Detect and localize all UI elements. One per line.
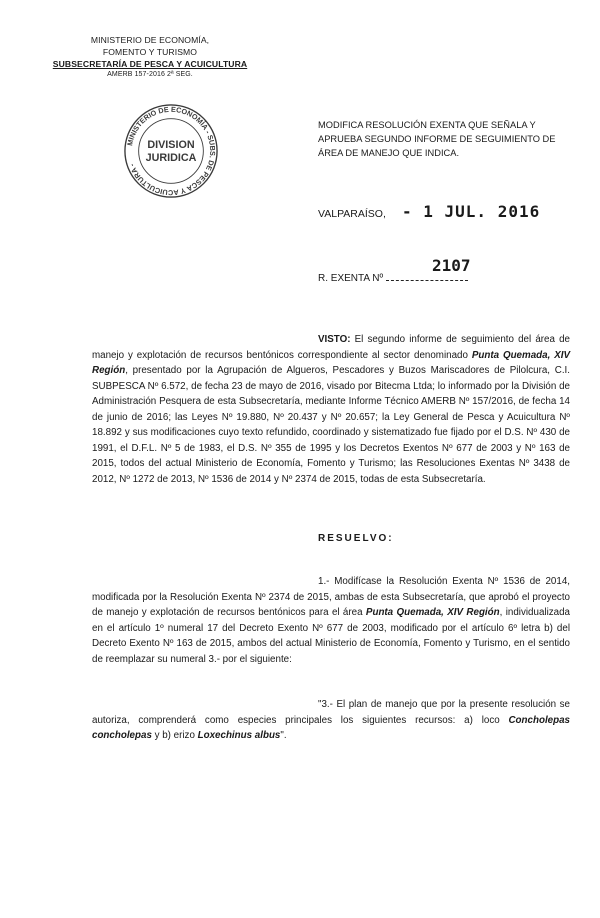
article-1-paragraph [92, 574, 570, 667]
numeral-3-text-1: "3.- El plan de manejo que por la presente resolución se autoriza, comprenderá como especies principales los siguientes recursos: a) loco [92, 699, 570, 726]
stamp-ring-text: MINISTERIO DE ECONOMÍA - SUBS. DE PESCA Y ACUICULTURA - [125, 104, 218, 198]
stamp-center-line-2: JURIDICA [145, 151, 197, 164]
numeral-3-paragraph [92, 697, 570, 744]
reference-code: AMERB 157-2016 2ª SEG. [107, 71, 193, 78]
visto-label: VISTO: [318, 334, 351, 345]
stamp-center-line-1: DIVISION [147, 139, 195, 152]
article-1-text-1: 1.- Modifícase la Resolución Exenta Nº 1536 de 2014, modificada por la Resolución Exenta Nº 2374 de 2015, ambas de esta Subsecretaría, que aprobó el proyecto de manejo y explotación de recursos bentónicos para el área [92, 576, 570, 618]
ministry-line-1: MINISTERIO DE ECONOMÍA, [90, 35, 210, 45]
article-1-area-name: Punta Quemada, XIV Región [365, 607, 500, 618]
subsecretaria-line: SUBSECRETARÍA DE PESCA Y ACUICULTURA [52, 59, 248, 69]
resolution-date: - 1 JUL. 2016 [402, 202, 541, 221]
resuelvo-heading: RESUELVO: [318, 533, 394, 544]
species-loco: Concholepas concholepas [92, 714, 570, 741]
visto-text-1: El segundo informe de seguimiento del área de manejo y explotación de recursos bentónicos correspondiente al sector denominado [92, 334, 570, 361]
resolution-subject: MODIFICA RESOLUCIÓN EXENTA QUE SEÑALA Y APRUEBA SEGUNDO INFORME DE SEGUIMIENTO DE ÁREA DE MANEJO QUE INDICA. [318, 120, 556, 158]
division-juridica-stamp [122, 102, 220, 200]
resolution-number: 2107 [432, 256, 471, 275]
numeral-3-text-2: y b) erizo [151, 730, 198, 741]
numeral-3-text-3: ". [280, 730, 287, 741]
ministry-line-2: FOMENTO Y TURISMO [102, 47, 198, 57]
visto-area-name: Punta Quemada, XIV Región [92, 349, 570, 376]
number-underline [386, 280, 468, 281]
visto-paragraph [92, 332, 570, 487]
exenta-label: R. EXENTA Nº [318, 273, 384, 284]
visto-text-2: , presentado por la Agrupación de Algueros, Pescadores y Buzos Mariscadores de Pilolcura, C.I. SUBPESCA Nº 6.572, de fecha 23 de mayo de 2016, visado por Bitecma Ltda; lo informado por la División de Administración Pesquera de esta Subsecretaría, mediante Informe Técnico AMERB Nº 157/2016, de fecha 14 de junio de 2016; las Leyes Nº 19.880, Nº 20.437 y Nº 20.657; la Ley General de Pesca y Acuicultura Nº 18.892 y sus modificaciones cuyo texto refundido, coordinado y sistematizado fue fijado por el D.S. Nº 430 de 1991, el D.F.L. Nº 5 de 1983, el D.S. Nº 355 de 1995 y los Decretos Exentos Nº 677 de 2003 y Nº 163 de 2015, todos del actual Ministerio de Economía, Fomento y Turismo; las Resoluciones Exentas Nº 3438 de 2012, Nº 1272 de 2013, Nº 1536 de 2014 y Nº 2374 de 2015, todas de esta Subsecretaría. [92, 365, 570, 485]
place: VALPARAÍSO, [318, 208, 386, 220]
exenta-label-row [318, 273, 468, 284]
article-1-text-2: , individualizada en el artículo 1º numeral 17 del Decreto Exento Nº 677 de 2003, modificado por el artículo 6º letra b) del Decreto Exento Nº 163 de 2015, ambos del actual Ministerio de Economía, Fomento y Turismo, en el sentido de reemplazar su numeral 3.- por el siguiente: [92, 607, 570, 665]
species-erizo: Loxechinus albus [197, 730, 281, 741]
ministry-header [40, 34, 260, 80]
